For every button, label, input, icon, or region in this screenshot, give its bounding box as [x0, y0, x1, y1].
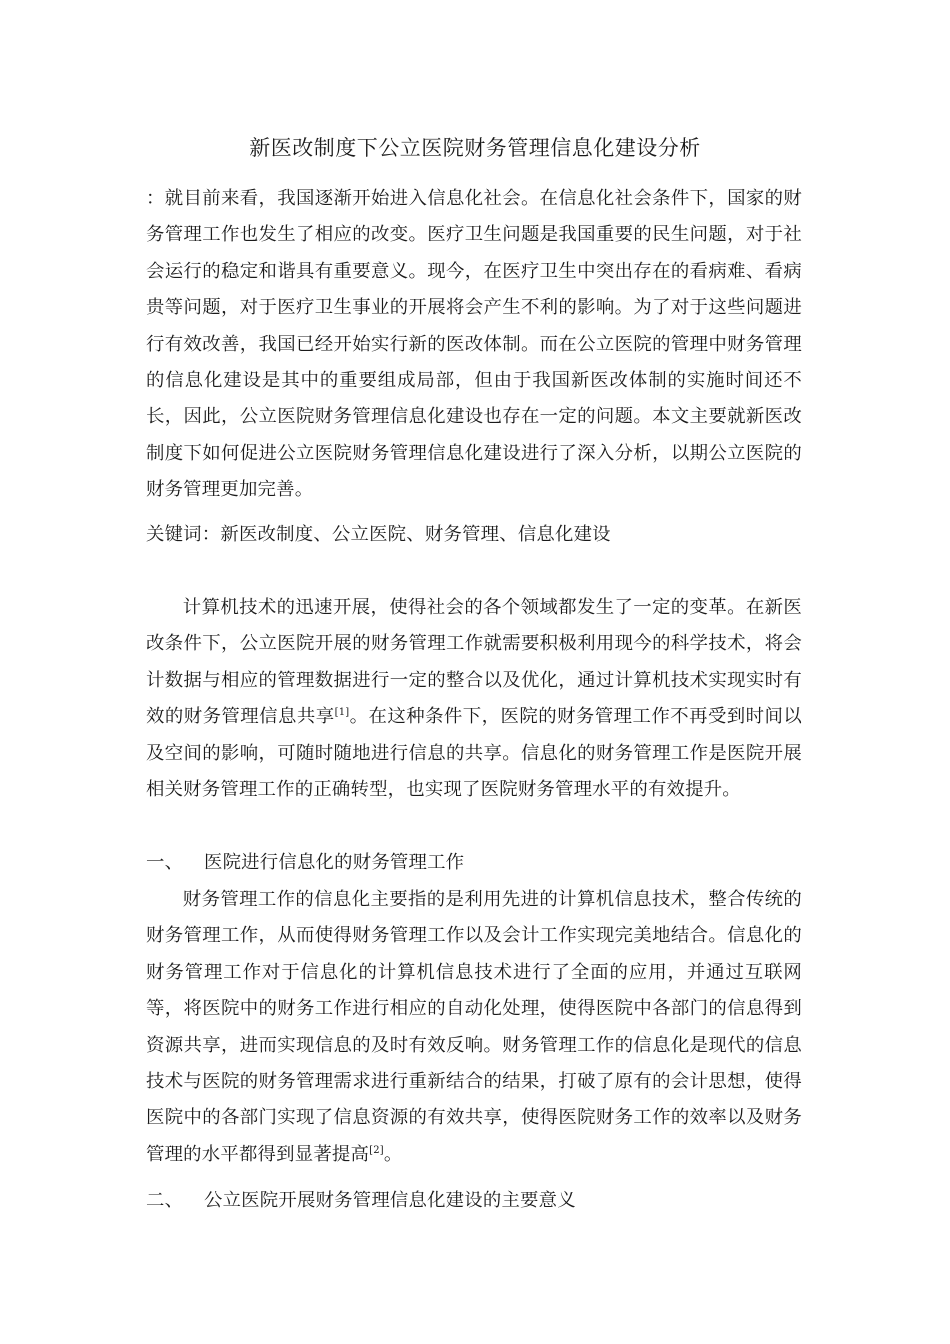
intro-text-part2: 。在这种条件下，医院的财务管理工作不再受到时间以及空间的影响，可随时随地进行信息的共享。信息化的财务管理工作是医院开展相关财务管理工作的正确转型，也实现了医院财务管理水平的有效提升。	[146, 706, 802, 801]
section2-heading	[146, 1183, 802, 1219]
section1-text-part2: 。	[383, 1143, 403, 1165]
section2-title: 公立医院开展财务管理信息化建设的主要意义	[204, 1190, 576, 1211]
intro-citation: [1]	[334, 707, 350, 719]
section1-heading	[146, 845, 802, 881]
intro-paragraph	[146, 590, 802, 808]
intro-text-part1: 计算机技术的迅速开展，使得社会的各个领域都发生了一定的变革。在新医改条件下，公立医院开展的财务管理工作就需要积极利用现今的科学技术，将会计数据与相应的管理数据进行一定的整合以及优化，通过计算机技术实现实时有效的财务管理信息共享	[146, 597, 802, 728]
section1-text-part1: 财务管理工作的信息化主要指的是利用先进的计算机信息技术，整合传统的财务管理工作，从而使得财务管理工作以及会计工作实现完美地结合。信息化的财务管理工作对于信息化的计算机信息技术进行了全面的应用，并通过互联网等，将医院中的财务工作进行相应的自动化处理，使得医院中各部门的信息得到资源共享，进而实现信息的及时有效反响。财务管理工作的信息化是现代的信息技术与医院的财务管理需求进行重新结合的结果，打破了原有的会计思想，使得医院中的各部门实现了信息资源的有效共享，使得医院财务工作的效率以及财务管理的水平都得到显著提高	[146, 889, 802, 1165]
section1-number: 一、	[146, 852, 184, 873]
section1-paragraph	[146, 882, 802, 1173]
keywords-line: 关键词：新医改制度、公立医院、财务管理、信息化建设	[146, 524, 611, 545]
document-title: 新医改制度下公立医院财务管理信息化建设分析	[249, 136, 701, 160]
section2-number: 二、	[146, 1190, 184, 1211]
section1-citation: [2]	[369, 1144, 384, 1156]
section1-title: 医院进行信息化的财务管理工作	[204, 852, 465, 873]
abstract-paragraph: ：就目前来看，我国逐渐开始进入信息化社会。在信息化社会条件下，国家的财务管理工作也发生了相应的改变。医疗卫生问题是我国重要的民生问题，对于社会运行的稳定和谐具有重要意义。现今，在医疗卫生中突出存在的看病难、看病贵等问题，对于医疗卫生事业的开展将会产生不利的影响。为了对于这些问题进行有效改善，我国已经开始实行新的医改体制。而在公立医院的管理中财务管理的信息化建设是其中的重要组成局部，但由于我国新医改体制的实施时间还不长，因此，公立医院财务管理信息化建设也存在一定的问题。本文主要就新医改制度下如何促进公立医院财务管理信息化建设进行了深入分析，以期公立医院的财务管理更加完善。	[146, 188, 802, 501]
